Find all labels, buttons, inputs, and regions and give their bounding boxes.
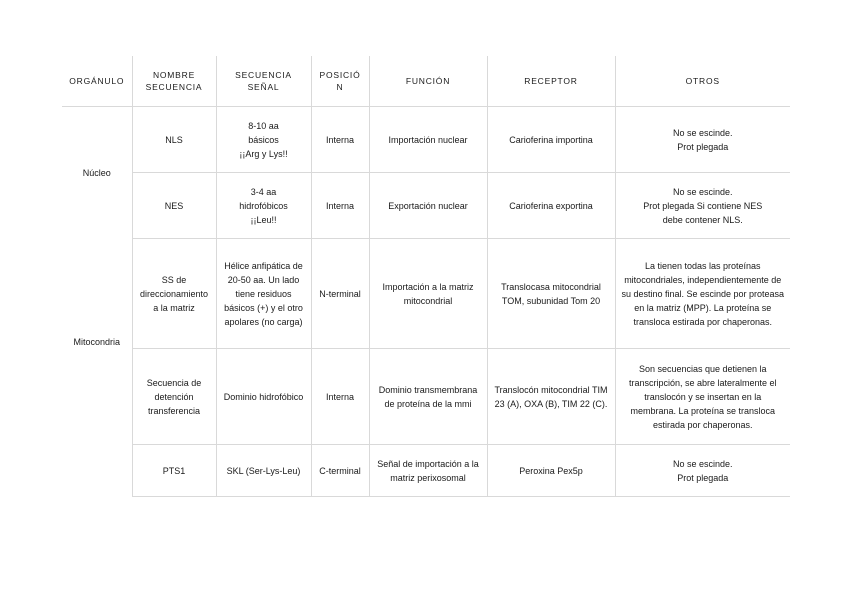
senal-line: 3-4 aa [250,186,277,197]
cell-funcion: Importación nuclear [369,107,487,173]
header-organulo: ORGÁNULO [62,56,132,107]
cell-otros [615,445,790,497]
senal-line: hidrofóbicos [239,200,288,211]
cell-funcion: Dominio transmembrana de proteína de la mmi [369,349,487,445]
cell-funcion: Señal de importación a la matriz perixosomal [369,445,487,497]
cell-posicion: Interna [311,173,369,239]
cell-otros: Son secuencias que detienen la transcripción, se abre lateralmente el translocón y se insertan en la membrana. La proteína se transloca estirada por chaperonas. [615,349,790,445]
cell-receptor: Carioferina importina [487,107,615,173]
header-posicion: POSICIÓN [311,56,369,107]
otros-line: Prot plegada Si contiene NES [643,200,763,211]
senal-line: ¡¡Leu!! [250,214,277,225]
cell-nombre: NLS [132,107,216,173]
table-row [62,107,790,173]
cell-nombre: NES [132,173,216,239]
table-row [62,445,790,497]
otros-line: debe contener NLS. [662,214,743,225]
cell-otros [615,107,790,173]
header-otros: OTROS [615,56,790,107]
cell-senal [216,107,311,173]
cell-posicion: N-terminal [311,239,369,349]
table-row [62,173,790,239]
table-row [62,349,790,445]
header-funcion: FUNCIÓN [369,56,487,107]
cell-receptor: Carioferina exportina [487,173,615,239]
cell-otros [615,173,790,239]
cell-otros: La tienen todas las proteínas mitocondriales, independientemente de su destino final. Se escinde por proteasa en la matriz (MPP). La proteína se transloca estirada por chaperonas. [615,239,790,349]
otros-line: No se escinde. [672,127,733,138]
header-nombre-line2: SECUENCIA [145,82,203,92]
cell-receptor: Translocasa mitocondrial TOM, subunidad Tom 20 [487,239,615,349]
cell-senal: Dominio hidrofóbico [216,349,311,445]
cell-posicion: C-terminal [311,445,369,497]
header-senal-line1: SECUENCIA [235,70,292,80]
cell-receptor: Peroxina Pex5p [487,445,615,497]
header-row [62,56,790,107]
organelle-mitocondria: Mitocondria [73,336,121,347]
senal-line: básicos [248,134,279,145]
cell-posicion: Interna [311,349,369,445]
otros-line: No se escinde. [672,186,733,197]
header-senal-line2: SEÑAL [247,82,280,92]
organelle-peroxisoma [62,445,132,497]
cell-funcion: Importación a la matriz mitocondrial [369,239,487,349]
table-row [62,239,790,349]
cell-senal: SKL (Ser-Lys-Leu) [216,445,311,497]
cell-nombre: PTS1 [132,445,216,497]
senal-line: ¡¡Arg y Lys!! [239,148,288,159]
organelle-nucleo: Núcleo [82,167,111,178]
cell-nombre: SS de direccionamiento a la matriz [132,239,216,349]
cell-nombre: Secuencia de detención transferencia [132,349,216,445]
cell-senal [216,173,311,239]
cell-posicion: Interna [311,107,369,173]
otros-line: No se escinde. [672,458,733,469]
signal-sequence-table [62,56,790,497]
header-nombre [132,56,216,107]
otros-line: Prot plegada [677,141,729,152]
header-senal [216,56,311,107]
header-receptor: RECEPTOR [487,56,615,107]
otros-line: Prot plegada [677,472,729,483]
header-nombre-line1: NOMBRE [152,70,196,80]
senal-line: 8-10 aa [248,120,279,131]
cell-senal: Hélice anfipática de 20-50 aa. Un lado tiene residuos básicos (+) y el otro apolares (no carga) [216,239,311,349]
cell-receptor: Translocón mitocondrial TIM 23 (A), OXA (B), TIM 22 (C). [487,349,615,445]
cell-funcion: Exportación nuclear [369,173,487,239]
